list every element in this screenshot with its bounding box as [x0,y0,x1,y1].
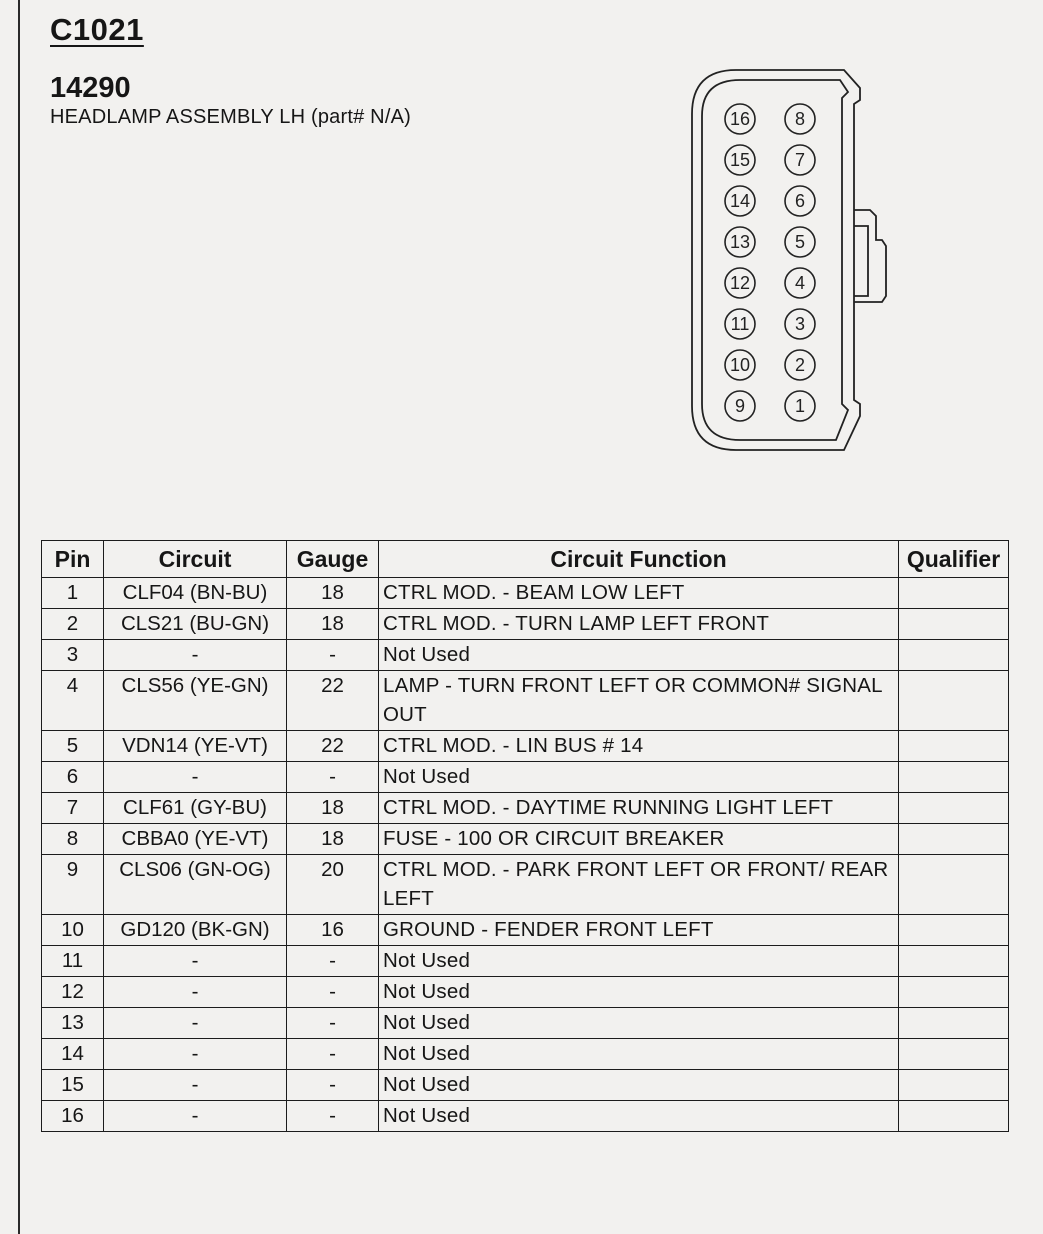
pin-number-label: 11 [730,314,750,334]
gauge-cell: - [287,640,379,671]
qualifier-cell [899,640,1009,671]
circuit-cell: CLS21 (BU-GN) [104,609,287,640]
qualifier-cell [899,731,1009,762]
qualifier-cell [899,946,1009,977]
pin-cell: 10 [42,915,104,946]
pin-number-label: 1 [794,396,806,416]
pin-cell: 5 [42,731,104,762]
table-row [42,1070,1009,1101]
pin-cell: 16 [42,1101,104,1132]
pin-cell: 2 [42,609,104,640]
circuit-cell: - [104,762,287,793]
table-row [42,977,1009,1008]
circuit-function-cell: Not Used [379,1101,899,1132]
circuit-cell: VDN14 (YE-VT) [104,731,287,762]
circuit-cell: CLF04 (BN-BU) [104,578,287,609]
circuit-function-cell: Not Used [379,977,899,1008]
circuit-function-cell: CTRL MOD. - LIN BUS # 14 [379,731,899,762]
circuit-function-cell: LAMP - TURN FRONT LEFT OR COMMON# SIGNAL OUT [379,671,899,731]
pin-cell: 6 [42,762,104,793]
table-row [42,609,1009,640]
pin-number-label: 13 [729,232,751,252]
table-row [42,915,1009,946]
circuit-function-cell: GROUND - FENDER FRONT LEFT [379,915,899,946]
header-pin: Pin [42,541,104,578]
table-row [42,640,1009,671]
table-row [42,855,1009,915]
gauge-cell: 18 [287,824,379,855]
circuit-cell: CLF61 (GY-BU) [104,793,287,824]
qualifier-cell [899,1070,1009,1101]
circuit-cell: - [104,946,287,977]
circuit-cell: - [104,1039,287,1070]
table-row [42,671,1009,731]
pin-cell: 12 [42,977,104,1008]
circuit-cell: - [104,1008,287,1039]
table-header-row [42,541,1009,578]
circuit-function-cell: Not Used [379,762,899,793]
qualifier-cell [899,762,1009,793]
gauge-cell: - [287,762,379,793]
pin-cell: 8 [42,824,104,855]
table-row [42,731,1009,762]
pin-number-label: 15 [729,150,751,170]
page-edge-line [18,0,20,1234]
header-gauge: Gauge [287,541,379,578]
circuit-cell: CLS56 (YE-GN) [104,671,287,731]
connector-id: C1021 [50,12,144,47]
gauge-cell: 22 [287,671,379,731]
qualifier-cell [899,671,1009,731]
pin-number-label: 16 [729,109,751,129]
qualifier-cell [899,824,1009,855]
pin-number-label: 3 [794,314,806,334]
circuit-cell: - [104,977,287,1008]
connector-description: HEADLAMP ASSEMBLY LH (part# N/A) [50,106,411,128]
gauge-cell: 18 [287,578,379,609]
qualifier-cell [899,578,1009,609]
qualifier-cell [899,855,1009,915]
pin-cell: 14 [42,1039,104,1070]
pin-number-label: 10 [729,355,751,375]
pin-cell: 4 [42,671,104,731]
pin-number-label: 4 [794,273,806,293]
gauge-cell: 16 [287,915,379,946]
gauge-cell: 18 [287,793,379,824]
part-number: 14290 [50,72,131,104]
table-row [42,1101,1009,1132]
qualifier-cell [899,609,1009,640]
pin-number-label: 8 [794,109,806,129]
pin-cell: 1 [42,578,104,609]
circuit-cell: CLS06 (GN-OG) [104,855,287,915]
circuit-function-cell: Not Used [379,1039,899,1070]
pin-number-label: 7 [794,150,806,170]
header-qualifier: Qualifier [899,541,1009,578]
pin-number-label: 5 [794,232,806,252]
table-row [42,762,1009,793]
circuit-function-cell: Not Used [379,640,899,671]
gauge-cell: 18 [287,609,379,640]
qualifier-cell [899,793,1009,824]
pinout-table-body [42,578,1009,1132]
pin-number-label: 2 [794,355,806,375]
pin-cell: 13 [42,1008,104,1039]
pin-column-right [785,104,815,421]
gauge-cell: 22 [287,731,379,762]
qualifier-cell [899,1008,1009,1039]
circuit-cell: GD120 (BK-GN) [104,915,287,946]
qualifier-cell [899,1039,1009,1070]
circuit-function-cell: CTRL MOD. - PARK FRONT LEFT OR FRONT/ REAR LEFT [379,855,899,915]
pin-number-label: 6 [794,191,806,211]
circuit-function-cell: CTRL MOD. - DAYTIME RUNNING LIGHT LEFT [379,793,899,824]
pin-cell: 3 [42,640,104,671]
gauge-cell: - [287,1008,379,1039]
table-row [42,946,1009,977]
qualifier-cell [899,977,1009,1008]
qualifier-cell [899,1101,1009,1132]
circuit-cell: - [104,640,287,671]
gauge-cell: - [287,946,379,977]
table-row [42,824,1009,855]
table-row [42,1039,1009,1070]
connector-housing [692,70,886,450]
pin-cell: 7 [42,793,104,824]
pin-column-left [725,104,755,421]
gauge-cell: - [287,1101,379,1132]
pin-cell: 11 [42,946,104,977]
gauge-cell: - [287,977,379,1008]
header-circuit-function: Circuit Function [379,541,899,578]
circuit-cell: CBBA0 (YE-VT) [104,824,287,855]
pin-number-label: 9 [734,396,746,416]
circuit-function-cell: CTRL MOD. - TURN LAMP LEFT FRONT [379,609,899,640]
header-circuit: Circuit [104,541,287,578]
circuit-function-cell: Not Used [379,946,899,977]
pin-number-label: 12 [729,273,751,293]
gauge-cell: - [287,1039,379,1070]
table-row [42,1008,1009,1039]
table-row [42,578,1009,609]
gauge-cell: 20 [287,855,379,915]
qualifier-cell [899,915,1009,946]
table-row [42,793,1009,824]
circuit-function-cell: Not Used [379,1008,899,1039]
pinout-table [41,540,1009,1132]
circuit-cell: - [104,1070,287,1101]
connector-face-diagram [684,64,894,460]
circuit-function-cell: FUSE - 100 OR CIRCUIT BREAKER [379,824,899,855]
pin-number-label: 14 [729,191,751,211]
circuit-function-cell: CTRL MOD. - BEAM LOW LEFT [379,578,899,609]
circuit-function-cell: Not Used [379,1070,899,1101]
pin-cell: 15 [42,1070,104,1101]
circuit-cell: - [104,1101,287,1132]
pin-cell: 9 [42,855,104,915]
gauge-cell: - [287,1070,379,1101]
